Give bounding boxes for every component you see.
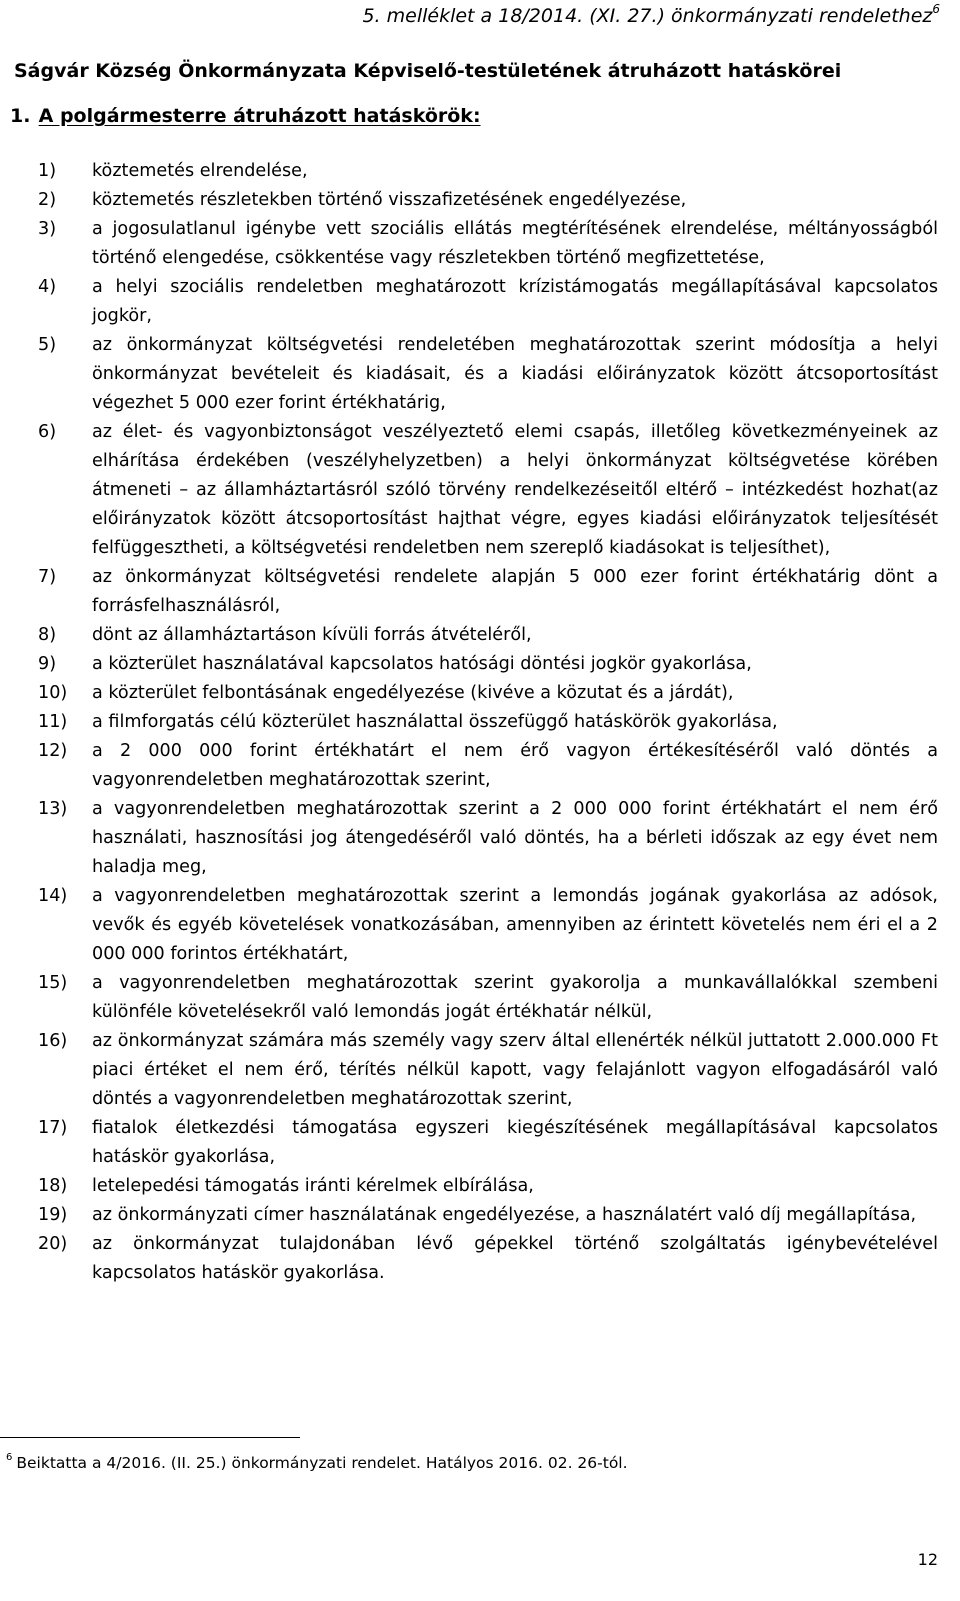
list-item-text: az élet- és vagyonbiztonságot veszélyeztető elemi csapás, illetőleg következményeinek az elhárítása érdekében (veszélyhelyzetben) a helyi önkormányzat költségvetése körében átmeneti – az államháztartásról szóló törvény rendelkezéseitől eltérő – intézkedést hozhat(az előirányzatok között átcsoportosítást hajthat végre, egyes kiadási előirányzatok teljesítését felfüggesztheti, a költségvetési rendeletben nem szereplő kiadásokat is teljesíthet), xyxy=(92,422,938,558)
list-item-text: a 2 000 000 forint értékhatárt el nem érő vagyon értékesítéséről való döntés a vagyonrendeletben meghatározottak szerint, xyxy=(92,741,938,790)
list-item xyxy=(38,1172,938,1201)
list-item-text: a közterület felbontásának engedélyezése (kivéve a közutat és a járdát), xyxy=(92,683,734,703)
list-item-text: az önkormányzati címer használatának engedélyezése, a használatért való díj megállapítása, xyxy=(92,1205,917,1225)
list-item xyxy=(38,621,938,650)
list-item xyxy=(38,273,938,331)
list-item xyxy=(38,1027,938,1114)
list-item-number: 7) xyxy=(38,567,57,587)
annex-reference-text: 5. melléklet a 18/2014. (XI. 27.) önkormányzati rendelethez xyxy=(362,5,933,27)
footnote-text: Beiktatta a 4/2016. (II. 25.) önkormányzati rendelet. Hatályos 2016. 02. 26-tól. xyxy=(16,1454,628,1472)
list-item-text: a közterület használatával kapcsolatos hatósági döntési jogkör gyakorlása, xyxy=(92,654,752,674)
annex-reference xyxy=(362,2,940,27)
list-item-number: 6) xyxy=(38,422,57,442)
list-item-text: az önkormányzat tulajdonában lévő gépekkel történő szolgáltatás igénybevételével kapcsolatos hatáskör gyakorlása. xyxy=(92,1234,938,1283)
footnote xyxy=(6,1452,628,1472)
document-title: Ságvár Község Önkormányzata Képviselő-testületének átruházott hatáskörei xyxy=(14,60,842,82)
list-item xyxy=(38,679,938,708)
list-item-number: 4) xyxy=(38,277,57,297)
list-item-text: az önkormányzat költségvetési rendeletében meghatározottak szerint módosítja a helyi önkormányzat bevételeit és kiadásait, és a kiadási előirányzatok között átcsoportosítást végezhet 5 000 ezer forint értékhatárig, xyxy=(92,335,938,413)
list-item-number: 15) xyxy=(38,973,68,993)
list-item xyxy=(38,795,938,882)
list-item-text: a helyi szociális rendeletben meghatározott krízistámogatás megállapításával kapcsolatos jogkör, xyxy=(92,277,938,326)
list-item xyxy=(38,1201,938,1230)
list-item-text: fiatalok életkezdési támogatása egyszeri kiegészítésének megállapításával kapcsolatos hatáskör gyakorlása, xyxy=(92,1118,938,1167)
section-heading xyxy=(10,105,481,127)
list-item-text: letelepedési támogatás iránti kérelmek elbírálása, xyxy=(92,1176,534,1196)
list-item-text: köztemetés elrendelése, xyxy=(92,161,308,181)
list-item xyxy=(38,737,938,795)
list-item-number: 19) xyxy=(38,1205,68,1225)
footnote-marker: 6 xyxy=(932,2,940,16)
list-item xyxy=(38,186,938,215)
list-item-text: köztemetés részletekben történő visszafizetésének engedélyezése, xyxy=(92,190,687,210)
list-item xyxy=(38,157,938,186)
list-item-number: 14) xyxy=(38,886,68,906)
list-item-number: 10) xyxy=(38,683,68,703)
list-item-text: az önkormányzat költségvetési rendelete alapján 5 000 ezer forint értékhatárig dönt a forrásfelhasználásról, xyxy=(92,567,938,616)
list-item-text: az önkormányzat számára más személy vagy szerv által ellenérték nélkül juttatott 2.000.000 Ft piaci értéket el nem érő, térítés nélkül kapott, vagy felajánlott vagyon elfogadásáról való döntés a vagyonrendeletben meghatározottak szerint, xyxy=(92,1031,938,1109)
list-item xyxy=(38,1230,938,1288)
page-number: 12 xyxy=(917,1550,938,1569)
list-item-number: 1) xyxy=(38,161,57,181)
footnote-number: 6 xyxy=(6,1452,13,1463)
list-item-number: 18) xyxy=(38,1176,68,1196)
list-item-number: 20) xyxy=(38,1234,68,1254)
section-number: 1. xyxy=(10,105,31,127)
list-item xyxy=(38,563,938,621)
list-item xyxy=(38,650,938,679)
list-item-number: 9) xyxy=(38,654,57,674)
list-item-text: a vagyonrendeletben meghatározottak szerint a 2 000 000 forint értékhatárt el nem érő használati, hasznosítási jog átengedéséről való döntés, ha a bérleti időszak az egy évet nem haladja meg, xyxy=(92,799,938,877)
list-item-number: 17) xyxy=(38,1118,68,1138)
list-item-number: 13) xyxy=(38,799,68,819)
list-item xyxy=(38,1114,938,1172)
list-item-number: 8) xyxy=(38,625,57,645)
list-item-text: a jogosulatlanul igénybe vett szociális ellátás megtérítésének elrendelése, méltányosságból történő elengedése, csökkentése vagy részletekben történő megfizettetése, xyxy=(92,219,938,268)
list-item xyxy=(38,882,938,969)
list-item xyxy=(38,969,938,1027)
list-item-number: 11) xyxy=(38,712,68,732)
list-item-number: 5) xyxy=(38,335,57,355)
list-item-text: a filmforgatás célú közterület használattal összefüggő hatáskörök gyakorlása, xyxy=(92,712,778,732)
powers-list xyxy=(38,157,938,1288)
list-item-number: 12) xyxy=(38,741,68,761)
list-item xyxy=(38,708,938,737)
list-item-text: dönt az államháztartáson kívüli forrás átvételéről, xyxy=(92,625,532,645)
list-item xyxy=(38,418,938,563)
list-item xyxy=(38,331,938,418)
list-item-text: a vagyonrendeletben meghatározottak szerint gyakorolja a munkavállalókkal szembeni különféle követelésekről való lemondás jogát értékhatár nélkül, xyxy=(92,973,938,1022)
list-item xyxy=(38,215,938,273)
list-item-number: 16) xyxy=(38,1031,68,1051)
list-item-number: 2) xyxy=(38,190,57,210)
section-title: A polgármesterre átruházott hatáskörök: xyxy=(38,105,481,127)
footnote-divider xyxy=(0,1437,300,1438)
list-item-text: a vagyonrendeletben meghatározottak szerint a lemondás jogának gyakorlása az adósok, vevők és egyéb követelések vonatkozásában, amennyiben az érintett követelés nem éri el a 2 000 000 forintos értékhatárt, xyxy=(92,886,938,964)
list-item-number: 3) xyxy=(38,219,57,239)
